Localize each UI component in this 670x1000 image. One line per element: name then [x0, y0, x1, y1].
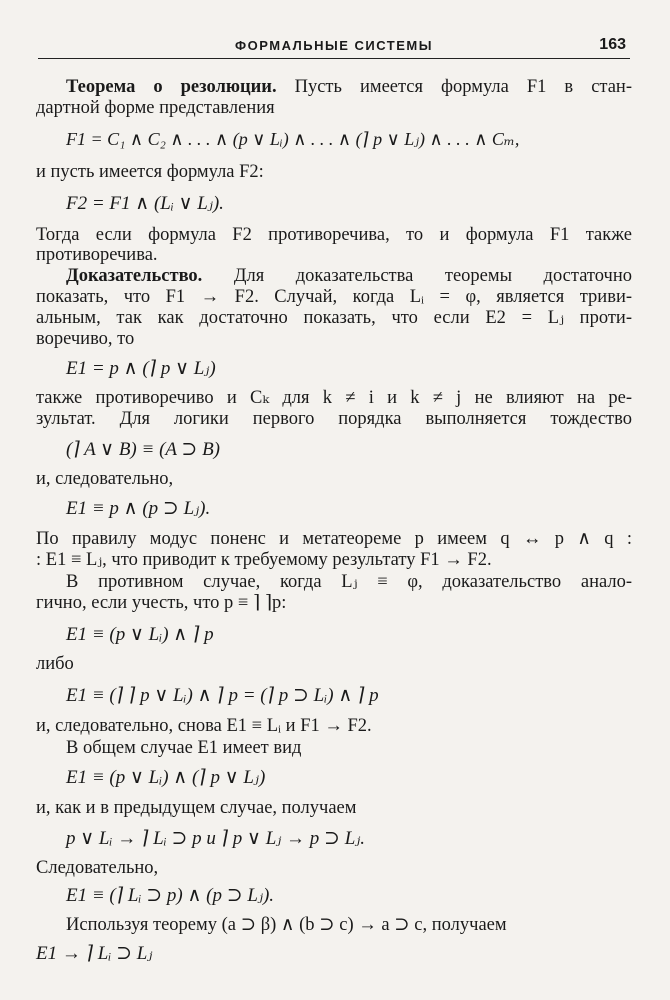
formula-e1-b: E1 ≡ p ∧ (p ⊃ Lⱼ). — [66, 498, 211, 519]
formula-e1-d: E1 ≡ (⌉ ⌉ p ∨ Lᵢ) ∧ ⌉ p = (⌉ p ⊃ Lᵢ) ∧ ⌉ p — [66, 685, 379, 706]
text-line-12: и, следовательно, — [36, 469, 174, 489]
formula-f1: F1 = C₁ ∧ C₂ ∧ . . . ∧ (p ∨ Lᵢ) ∧ . . . ∧ (⌉ p ∨ Lⱼ) ∧ . . . ∧ Cₘ, — [66, 129, 520, 149]
proof-line-3: альным, так как достаточно показать, что если E2 = Lⱼ проти- — [36, 308, 632, 328]
text-line-11: зультат. Для логики первого порядка выполняется тождество — [36, 409, 632, 429]
page-number: 163 — [599, 36, 626, 53]
proof-line-2: показать, что F1 → F2. Случай, когда Lᵢ = φ, является триви- — [36, 287, 632, 307]
text-line-15: В противном случае, когда Lⱼ ≡ φ, доказательство анало- — [66, 572, 632, 592]
formula-e1-e: E1 ≡ (p ∨ Lᵢ) ∧ (⌉ p ∨ Lⱼ) — [66, 767, 266, 788]
text-line-5: противоречива. — [36, 245, 158, 265]
theorem-line-1 — [66, 76, 632, 98]
text-line-17: либо — [36, 654, 74, 674]
text-line-10: также противоречиво и Cₖ для k ≠ i и k ≠ j не влияют на ре- — [36, 388, 632, 408]
formula-e1-g: E1 → ⌉ Lᵢ ⊃ Lⱼ — [36, 943, 153, 964]
text-line-13: По правилу модус поненс и метатеореме p имеем q ↔ p ∧ q : — [36, 529, 632, 549]
header-title: ФОРМАЛЬНЫЕ СИСТЕМЫ — [235, 38, 433, 53]
running-header — [38, 38, 630, 59]
formula-implications: p ∨ Lᵢ → ⌉ Lᵢ ⊃ p и ⌉ p ∨ Lⱼ → p ⊃ Lⱼ. — [66, 828, 366, 849]
text-line-19: В общем случае E1 имеет вид — [66, 738, 302, 758]
text-line-14: : E1 ≡ Lⱼ, что приводит к требуемому результату F1 → F2. — [36, 550, 492, 570]
formula-f2: F2 = F1 ∧ (Lᵢ ∨ Lⱼ). — [66, 193, 224, 214]
theorem-line-2: дартной форме представления — [36, 98, 275, 118]
text-line-22: Используя теорему (a ⊃ β) ∧ (b ⊃ c) → a ⊃ c, получаем — [66, 915, 507, 935]
text-line-18: и, следовательно, снова E1 ≡ Lᵢ и F1 → F2. — [36, 716, 372, 736]
text-line-20: и, как и в предыдущем случае, получаем — [36, 798, 357, 818]
proof-heading: Доказательство. — [66, 266, 203, 286]
text-line-4: Тогда если формула F2 противоречива, то и формула F1 также — [36, 225, 632, 245]
formula-e1-f: E1 ≡ (⌉ Lᵢ ⊃ p) ∧ (p ⊃ Lⱼ). — [66, 885, 275, 906]
proof-line-1-text: Для доказательства теоремы достаточно — [202, 266, 632, 286]
text-line-3: и пусть имеется формула F2: — [36, 162, 264, 182]
formula-e1-a: E1 = p ∧ (⌉ p ∨ Lⱼ) — [66, 358, 216, 379]
formula-identity: (⌉ A ∨ B) ≡ (A ⊃ B) — [66, 439, 221, 460]
theorem-line-1-text: Пусть имеется формула F1 в стан- — [276, 77, 632, 97]
formula-e1-c: E1 ≡ (p ∨ Lᵢ) ∧ ⌉ p — [66, 624, 214, 645]
text-line-16: гично, если учесть, что p ≡ ⌉ ⌉p: — [36, 593, 287, 613]
text-line-21: Следовательно, — [36, 858, 159, 878]
proof-line-4: воречиво, то — [36, 329, 135, 349]
proof-line-1 — [66, 265, 632, 287]
theorem-heading: Теорема о резолюции. — [66, 77, 277, 97]
